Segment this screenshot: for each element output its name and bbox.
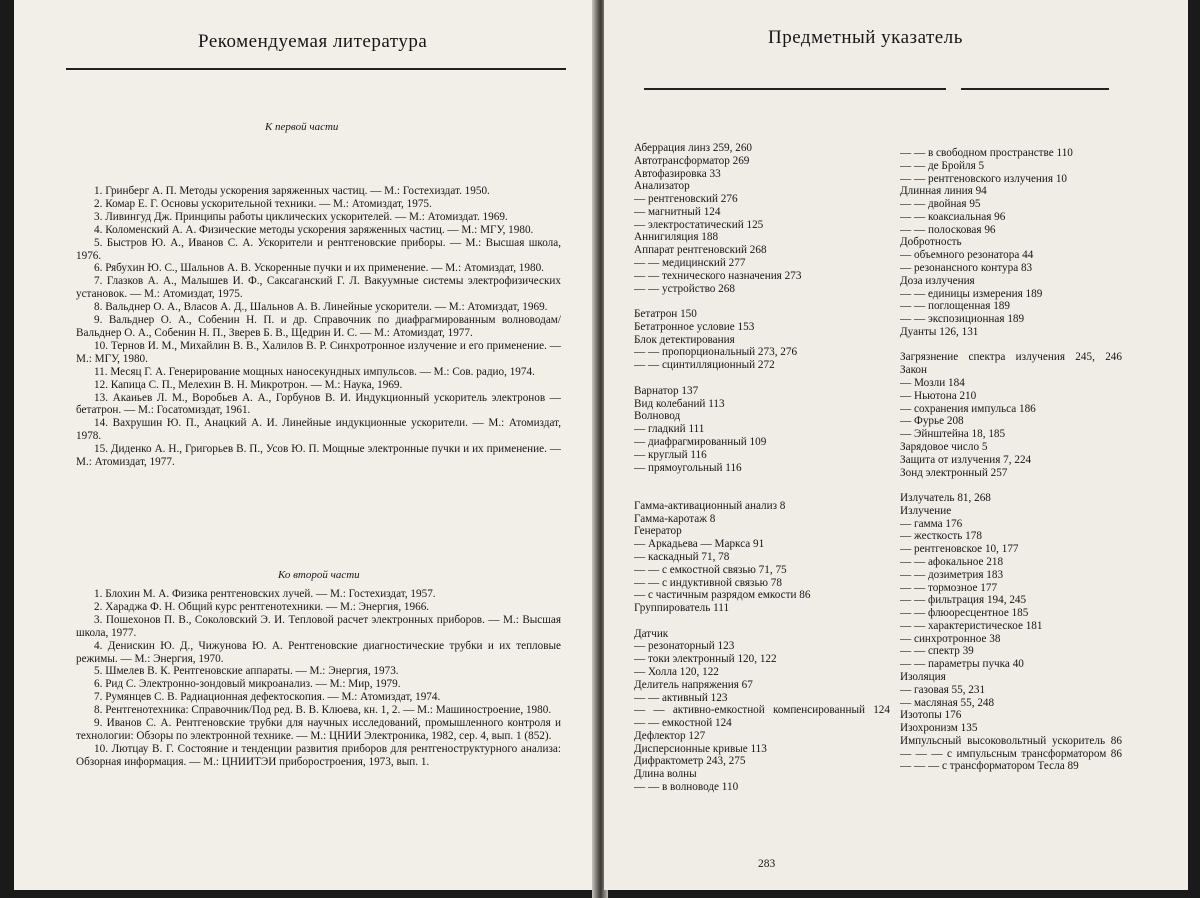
index-entry: — — технического назначения 273 xyxy=(634,269,802,282)
page-number: 283 xyxy=(758,858,776,870)
index-entry: — — рентгеновского излучения 10 xyxy=(900,172,1068,185)
index-gap xyxy=(900,339,1122,352)
index-entry: Автотрансформатор 269 xyxy=(634,154,750,167)
reference-item: 13. Акаиьев Л. М., Воробьев А. А., Горбунов В. И. Индукционный ускоритель электронов — бетатрон. — М.: Госатомиздат, 1961. xyxy=(76,391,561,417)
index-entry: Доза излучения xyxy=(900,274,975,287)
index-gap xyxy=(634,487,890,500)
index-gap xyxy=(634,372,890,385)
index-entry: Генератор xyxy=(634,525,682,538)
section2-references xyxy=(76,588,561,769)
index-entry: — гамма 176 xyxy=(900,517,963,530)
reference-item: 3. Ливингуд Дж. Принципы работы циклических ускорителей. — М.: Атомиздат. 1969. xyxy=(94,210,508,223)
reference-item: 8. Рентгенотехника: Справочник/Под ред. В. В. Клюева, кн. 1, 2. — М.: Машиностроение, 1980. xyxy=(94,704,552,717)
reference-item: 15. Диденко А. Н., Григорьев В. П., Усов Ю. П. Мощные электронные пучки и их применение. — М.: Атомиздат, 1977. xyxy=(76,443,561,469)
index-entry: Аппарат рентгеновский 268 xyxy=(634,244,767,257)
index-entry: — Мозли 184 xyxy=(900,377,965,390)
index-column-right xyxy=(900,147,1122,773)
index-entry: Изохронизм 135 xyxy=(900,722,978,735)
reference-item: 1. Блохин М. А. Физика рентгеновских лучей. — М.: Гостехиздат, 1957. xyxy=(94,588,436,600)
index-entry: — — де Бройля 5 xyxy=(900,159,985,172)
index-gap xyxy=(634,295,890,308)
index-entry: — — тормозное 177 xyxy=(900,581,998,594)
index-entry: — — двойная 95 xyxy=(900,198,981,211)
reference-item: 1. Гринберг А. П. Методы ускорения заряженных частиц. — М.: Гостехиздат. 1950. xyxy=(94,185,490,197)
index-entry: — Эйнштейна 18, 185 xyxy=(900,428,1006,441)
index-entry: — синхротронное 38 xyxy=(900,632,1001,645)
reference-item: 5. Шмелев В. К. Рентгеновские аппараты. — М.: Энергия, 1973. xyxy=(94,665,399,678)
index-entry: Гамма-активационный анализ 8 xyxy=(634,499,786,512)
index-entry: — Холла 120, 122 xyxy=(634,665,719,678)
index-entry: — рентгеновское 10, 177 xyxy=(900,543,1019,556)
index-entry: Аберрация линз 259, 260 xyxy=(634,142,753,154)
reference-item: 6. Рябухин Ю. С., Шальнов А. В. Ускоренные пучки и их применение. — М.: Атомиздат, 1980. xyxy=(94,262,544,275)
reference-item: 14. Вахрушин Ю. П., Анацкий А. И. Линейные индукционные ускорители. — М.: Атомиздат, 1978. xyxy=(76,417,561,443)
index-entry: Вид колебаний 113 xyxy=(634,397,725,410)
index-entry: — — пропорциональный 273, 276 xyxy=(634,346,798,359)
index-entry: — — параметры пучка 40 xyxy=(900,658,1024,671)
index-entry: Блок детектирования xyxy=(634,333,735,346)
index-entry: — газовая 55, 231 xyxy=(900,683,986,696)
index-entry: — круглый 116 xyxy=(634,448,707,461)
index-entry: Длина волны xyxy=(634,768,697,781)
index-entry: — — фильтрация 194, 245 xyxy=(900,594,1027,607)
reference-item: 4. Коломенский А. А. Физические методы ускорения заряженных частиц. — М.: МГУ, 1980. xyxy=(94,223,534,236)
index-entry: — — в свободном пространстве 110 xyxy=(900,147,1073,159)
index-entry: — жесткость 178 xyxy=(900,530,982,543)
reference-item: 8. Вальднер О. А., Власов А. Д., Шальнов А. В. Линейные ускорители. — М.: Атомиздат, 1969. xyxy=(94,301,548,314)
reference-item: 4. Денискин Ю. Д., Чижунова Ю. А. Рентгеновские диагностические трубки и их тепловые режимы. — М.: Энергия, 1970. xyxy=(76,639,561,665)
index-entry: — — спектр 39 xyxy=(900,645,974,658)
index-entry: Импульсный высоковольтный ускоритель 86 xyxy=(900,734,1122,747)
index-entry: Изотопы 176 xyxy=(900,709,962,722)
index-entry: Группирователь 111 xyxy=(634,602,730,615)
section1-title: К первой части xyxy=(265,121,339,133)
index-entry: Бетатронное условие 153 xyxy=(634,320,755,333)
index-entry: — объемного резонатора 44 xyxy=(900,249,1034,262)
left-page-title: Рекомендуемая литература xyxy=(198,31,428,52)
reference-item: 9. Иванов С. А. Рентгеновские трубки для научных исследований, промышленного контроля и технологии: Обзоры по электронной технике. — М.: ЦНИИ Электроника, 1982, сер. 4, вып. 1 (852). xyxy=(76,717,561,742)
index-entry: — — — с трансформатором Тесла 89 xyxy=(900,760,1079,773)
index-entry: — диафрагмированный 109 xyxy=(634,435,767,448)
index-entry: — — экспозиционная 189 xyxy=(900,313,1025,326)
right-page xyxy=(604,0,1188,890)
index-entry: Добротность xyxy=(900,236,962,249)
index-entry: Дефлектор 127 xyxy=(634,729,706,742)
index-entry: Изоляция xyxy=(900,671,946,683)
index-entry: — — сцинтилляционный 272 xyxy=(634,359,775,372)
index-gap xyxy=(634,615,890,628)
index-entry: — — афокальное 218 xyxy=(900,555,1004,568)
index-entry: Зонд электронный 257 xyxy=(900,466,1008,479)
reference-item: 10. Лютцау В. Г. Состояние и тенденции развития приборов для рентгеноструктурного анализа: Обзорная информация. — М.: ЦНИИТЭИ приборостроения, 1973, вып. 1. xyxy=(76,742,561,768)
reference-item: 6. Рид С. Электронно-зондовый микроанализ. — М.: Мир, 1979. xyxy=(94,678,401,691)
index-entry: — сохранения импульса 186 xyxy=(900,402,1036,415)
reference-item: 5. Быстров Ю. А., Иванов С. А. Ускорители и рентгеновские приборы. — М.: Высшая школа, 1976. xyxy=(76,236,561,262)
index-entry: — гладкий 111 xyxy=(634,423,705,436)
index-entry: Аннигиляция 188 xyxy=(634,231,719,244)
index-entry: — — емкостной 124 xyxy=(634,717,732,730)
index-entry: — — устройство 268 xyxy=(634,282,735,295)
index-entry: — электростатический 125 xyxy=(634,218,764,231)
right-title-rule-1 xyxy=(644,88,946,90)
reference-item: 2. Хараджа Ф. Н. Общий курс рентгенотехники. — М.: Энергия, 1966. xyxy=(94,600,430,613)
index-entry: Излучатель 81, 268 xyxy=(900,492,991,505)
index-entry: — Фурье 208 xyxy=(900,415,964,428)
index-entry: — токи электронный 120, 122 xyxy=(634,653,777,666)
index-entry: — — активный 123 xyxy=(634,691,728,704)
index-entry: — — флюоресцентное 185 xyxy=(900,607,1029,620)
index-entry: — масляная 55, 248 xyxy=(900,696,995,709)
index-entry: Автофазировка 33 xyxy=(634,167,721,180)
left-title-rule xyxy=(66,68,566,70)
reference-item: 11. Месяц Г. А. Генерирование мощных наносекундных импульсов. — М.: Сов. радио, 1974. xyxy=(94,365,535,378)
index-entry: — каскадный 71, 78 xyxy=(634,550,730,563)
index-entry: Датчик xyxy=(634,627,669,640)
reference-item: 7. Румянцев С. В. Радиационная дефектоскопия. — М.: Атомиздат, 1974. xyxy=(94,691,441,704)
reference-item: 2. Комар Е. Г. Основы ускорительной техники. — М.: Атомиздат, 1975. xyxy=(94,197,432,210)
index-entry: Варнатор 137 xyxy=(634,384,699,397)
reference-item: 10. Тернов И. М., Михайлин В. В., Халилов В. Р. Синхротронное излучение и его применение. — М.: МГУ, 1980. xyxy=(76,339,561,365)
index-entry: — — активно-емкостной компенсированный 124 xyxy=(634,704,890,717)
reference-item: 12. Капица С. П., Мелехин В. Н. Микротрон. — М.: Наука, 1969. xyxy=(94,378,403,391)
index-entry: — — коаксиальная 96 xyxy=(900,210,1006,223)
index-entry: Дисперсионные кривые 113 xyxy=(634,742,767,755)
index-entry: — — медицинский 277 xyxy=(634,257,746,270)
index-entry: — — с индуктивной связью 78 xyxy=(634,576,782,589)
index-gap xyxy=(900,479,1122,492)
index-entry: Анализатор xyxy=(634,180,690,193)
right-title-rule-2 xyxy=(961,88,1109,90)
index-entry: — — полосковая 96 xyxy=(900,223,996,236)
left-page xyxy=(14,0,596,890)
index-entry: Гамма-каротаж 8 xyxy=(634,512,716,525)
index-entry: Защита от излучения 7, 224 xyxy=(900,453,1032,466)
index-entry: Делитель напряжения 67 xyxy=(634,678,753,691)
section1-references xyxy=(76,185,561,469)
index-entry: — магнитный 124 xyxy=(634,205,721,218)
index-entry: — — поглощенная 189 xyxy=(900,300,1010,313)
index-entry: Дифрактометр 243, 275 xyxy=(634,755,746,768)
index-entry: — Аркадьева — Маркса 91 xyxy=(634,538,765,551)
index-entry: Загрязнение спектра излучения 245, 246 xyxy=(900,351,1122,364)
index-entry: — — характеристическое 181 xyxy=(900,619,1043,632)
index-entry: Бетатрон 150 xyxy=(634,308,697,321)
index-entry: — — — с импульсным трансформатором 86 xyxy=(900,747,1122,760)
reference-item: 3. Пошехонов П. В., Соколовский Э. И. Тепловой расчет электронных приборов. — М.: Высшая школа, 1977. xyxy=(76,613,561,639)
index-entry: — — в волноводе 110 xyxy=(634,780,739,793)
index-entry: Волновод xyxy=(634,410,681,423)
reference-item: 7. Глазков А. А., Малышев И. Ф., Саксаганский Г. Л. Вакуумные системы электрофизических установок. — М.: Атомиздат, 1975. xyxy=(76,275,561,301)
index-entry: — резонансного контура 83 xyxy=(900,262,1033,275)
reference-item: 9. Вальднер О. А., Собенин Н. П. и др. Справочник по диафрагмированным волноводам/Вальднер О. А., Собенин Н. П., Зверев Б. В., Щедрин И. С. — М.: Атомиздат, 1977. xyxy=(76,314,561,339)
index-entry: — — дозиметрия 183 xyxy=(900,568,1004,581)
index-entry: Излучение xyxy=(900,504,952,517)
right-page-title: Предметный указатель xyxy=(768,27,963,48)
index-entry: Зарядовое число 5 xyxy=(900,440,988,453)
index-entry: — резонаторный 123 xyxy=(634,640,735,653)
index-entry: — прямоугольный 116 xyxy=(634,461,742,474)
index-entry: — — с емкостной связью 71, 75 xyxy=(634,563,787,576)
index-entry: — рентгеновский 276 xyxy=(634,193,738,206)
index-gap xyxy=(634,474,890,487)
section2-title: Ко второй части xyxy=(278,569,360,581)
index-entry: — Ньютона 210 xyxy=(900,389,977,402)
index-entry: — с частичным разрядом емкости 86 xyxy=(634,589,811,602)
index-entry: Длинная линия 94 xyxy=(900,185,987,198)
index-entry: — — единицы измерения 189 xyxy=(900,287,1043,300)
index-column-left xyxy=(634,142,890,794)
index-entry: Закон xyxy=(900,364,928,377)
index-entry: Дуанты 126, 131 xyxy=(900,325,979,338)
